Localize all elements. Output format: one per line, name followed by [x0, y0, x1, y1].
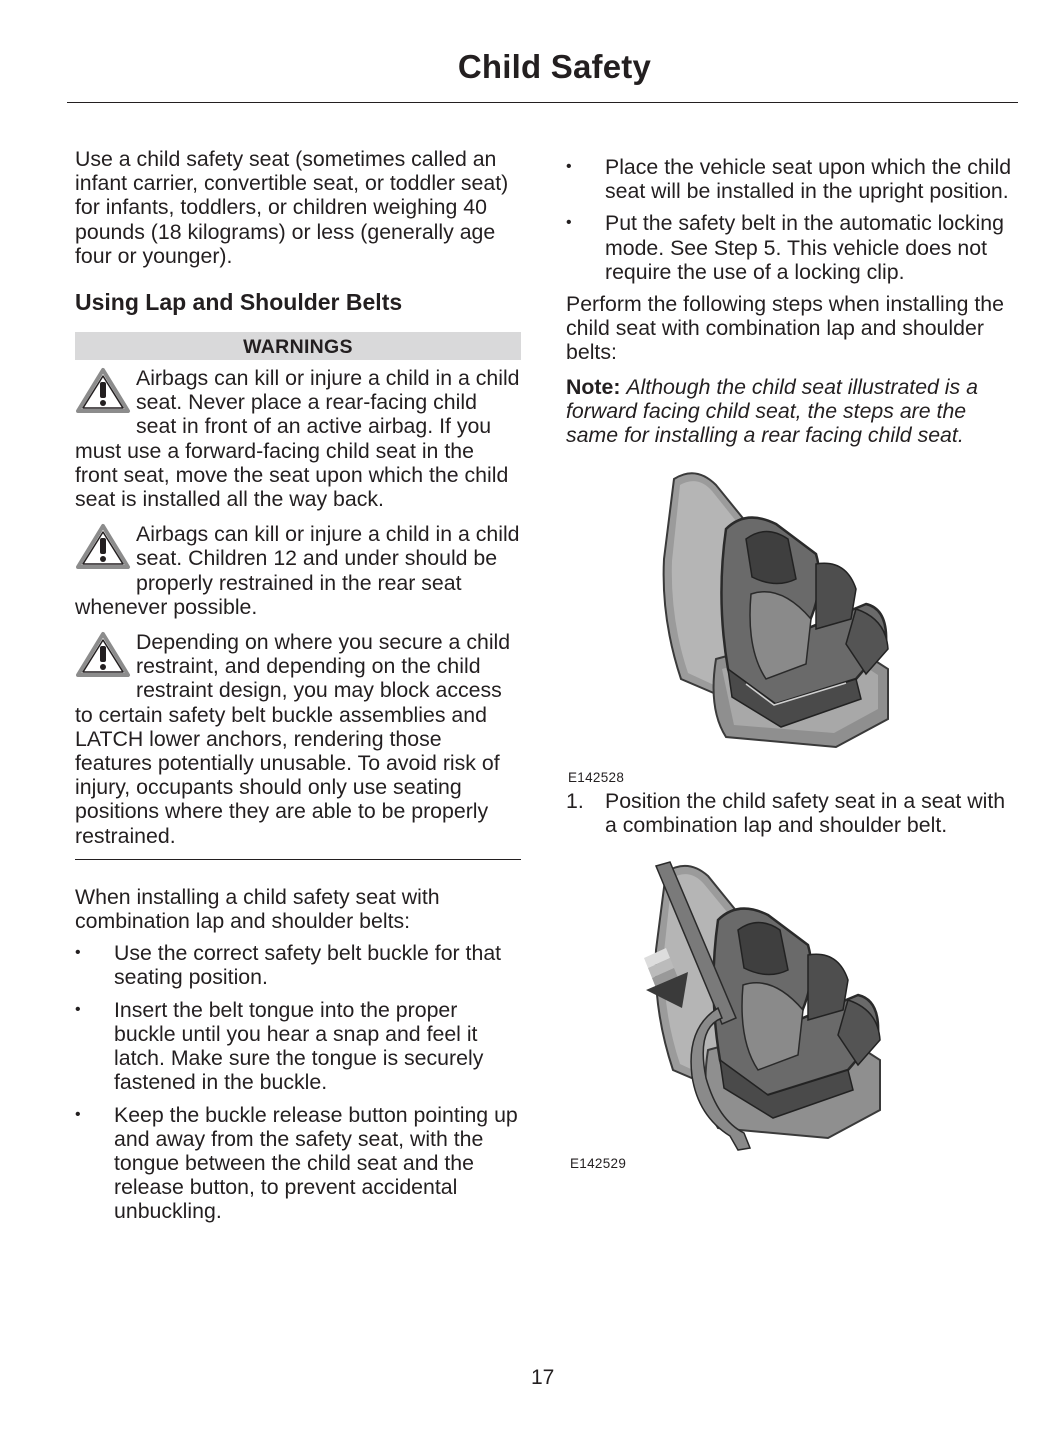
- list-item: • Use the correct safety belt buckle for that seating position.: [75, 941, 502, 990]
- child-seat-illustration: [656, 469, 906, 759]
- bullet-symbol: •: [566, 214, 572, 232]
- section-heading: Using Lap and Shoulder Belts: [75, 289, 403, 316]
- steps-intro: Perform the following steps when installing the child seat with combination lap and shoulder belts:: [566, 292, 1005, 365]
- bullet-symbol: •: [75, 1000, 81, 1018]
- page-number: 17: [531, 1366, 555, 1389]
- warning-text: Depending on where you secure a child restraint, and depending on the child restraint design, you may block access to certain safety belt buckle assemblies and LATCH lower anchors, rendering those features potentially unusable. To avoid risk of injury, occupants should only use seating positions where they are able to be properly restrained.: [75, 630, 511, 848]
- figure-child-seat: [566, 461, 1016, 789]
- right-column: [566, 147, 1016, 1174]
- warnings-end-divider: [75, 859, 521, 860]
- step-number: 1.: [566, 789, 584, 814]
- warning-item: [75, 522, 521, 619]
- warning-item: [75, 366, 521, 511]
- list-item: • Insert the belt tongue into the proper buckle until you hear a snap and feel it latch. Make sure the tongue is securely fastened in the buckle.: [75, 997, 484, 1095]
- bullet-symbol: •: [75, 944, 81, 962]
- warning-triangle-icon: [75, 631, 131, 679]
- warnings-header: WARNINGS: [75, 332, 521, 360]
- install-bullet-list: [75, 941, 521, 1223]
- warning-text: Airbags can kill or injure a child in a child seat. Children 12 and under should be properly restrained in the rear seat whenever possible.: [75, 522, 520, 619]
- note-paragraph: [566, 375, 1016, 448]
- note-label: Note:: [566, 374, 621, 399]
- step-item: 1. Position the child safety seat in a seat with a combination lap and shoulder belt.: [566, 789, 1006, 838]
- page-title: Child Safety: [457, 48, 651, 85]
- list-item: • Keep the buckle release button pointing up and away from the safety seat, with the tongue between the child seat and the release button, to prevent accidental unbuckling.: [75, 1102, 518, 1224]
- bullet-symbol: •: [75, 1105, 81, 1123]
- warning-item: [75, 630, 521, 848]
- left-column: [75, 147, 521, 1232]
- bullet-symbol: •: [566, 158, 572, 175]
- prep-bullet-list: [566, 155, 1016, 284]
- warning-triangle-icon: [75, 523, 131, 571]
- install-intro: When installing a child safety seat with combination lap and shoulder belts:: [75, 884, 440, 934]
- figure-child-seat-belt: [566, 854, 1016, 1174]
- list-item: • Put the safety belt in the automatic locking mode. See Step 5. This vehicle does not require the use of a locking clip.: [566, 211, 1004, 284]
- figure-label: E142529: [570, 1155, 627, 1171]
- intro-paragraph: Use a child safety seat (sometimes called an infant carrier, convertible seat, or toddler seat) for infants, toddlers, or children weighing 40 pounds (18 kilograms) or less (generally age four or younger).: [75, 147, 509, 268]
- child-seat-belt-illustration: [626, 858, 916, 1158]
- steps-list: [566, 789, 1016, 837]
- warning-text: Airbags can kill or injure a child in a child seat. Never place a rear-facing child seat in front of an active airbag. If you must use a forward-facing child seat in the front seat, move the seat upon which the child seat is installed all the way back.: [75, 366, 520, 512]
- note-text: Although the child seat illustrated is a forward facing child seat, the steps are the same for installing a rear facing child seat.: [566, 374, 978, 448]
- title-divider: [67, 102, 1018, 103]
- figure-label: E142528: [568, 770, 625, 786]
- list-item: • Place the vehicle seat upon which the child seat will be installed in the upright position.: [566, 155, 1012, 204]
- warning-triangle-icon: [75, 367, 131, 415]
